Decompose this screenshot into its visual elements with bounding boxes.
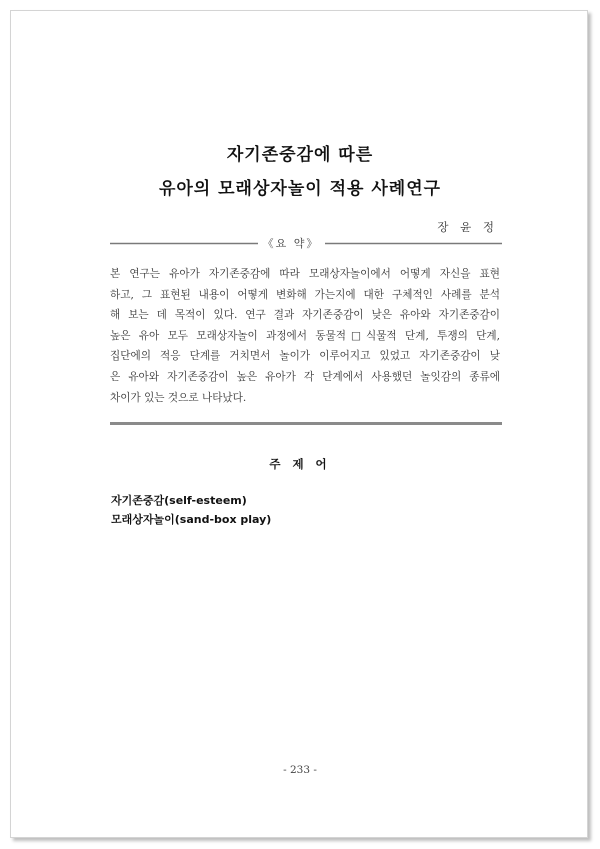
abstract-line: 하고, 그 표현된 내용이 어떻게 변화해 가는지에 대한 구체적인 사례를 분석: [110, 288, 500, 301]
abstract-line: 해 보는 데 목적이 있다. 연구 결과 자기존중감이 낮은 유아와 자기존중감이: [110, 309, 500, 322]
page-number: - 233 -: [283, 764, 317, 776]
keywords-heading: 주 제 어: [269, 457, 331, 471]
title-line-1: 자기존중감에 따른: [226, 145, 374, 165]
abstract-label: 《요 약》: [262, 237, 320, 250]
abstract-line: 높은 유아 모두 모래상자놀이 과정에서 동물적□식물적 단계, 투쟁의 단계,: [110, 329, 500, 342]
abstract-bottom-rule: [110, 422, 502, 425]
abstract-line: 본 연구는 유아가 자기존중감에 따라 모래상자놀이에서 어떻게 자신을 표현: [110, 268, 500, 280]
title-line-2: 유아의 모래상자놀이 적용 사례연구: [158, 179, 442, 199]
author-name: 장 윤 정: [437, 220, 498, 234]
abstract-line: 은 유아와 자기존중감이 높은 유아가 각 단계에서 사용했던 놀잇감의 종류에: [110, 370, 500, 383]
abstract-line: 차이가 있는 것으로 나타났다.: [110, 391, 247, 404]
abstract-line: 집단에의 적응 단계를 거치면서 놀이가 이루어지고 있었고 자기존중감이 낮: [110, 350, 500, 363]
keyword-item: 자기존중감(self-esteem): [111, 494, 247, 507]
abstract-body: [110, 264, 500, 408]
keyword-item: 모래상자놀이(sand-box play): [111, 513, 272, 526]
